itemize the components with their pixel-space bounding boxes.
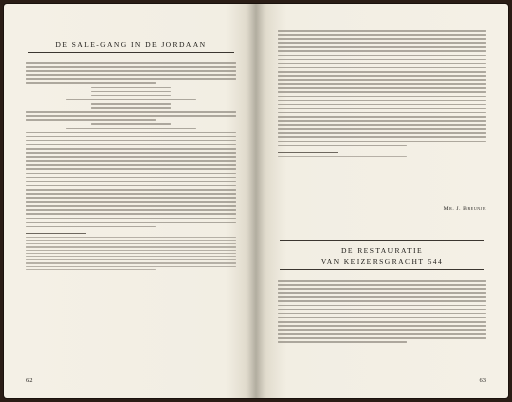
title-rule xyxy=(280,269,484,270)
gutter-shadow xyxy=(256,4,266,398)
right-page xyxy=(256,4,508,398)
gutter-shadow xyxy=(246,4,256,398)
next-article-title-line2: VAN KEIZERSGRACHT 544 xyxy=(320,257,444,266)
article-title: DE SALE-GANG IN DE JORDAAN xyxy=(55,40,207,49)
next-article-title-line1: DE RESTAURATIE xyxy=(340,246,424,255)
book-spread xyxy=(4,4,508,398)
left-page xyxy=(4,4,256,398)
next-article-title-block xyxy=(278,240,486,270)
title-rule xyxy=(280,240,484,241)
left-body-placeholder xyxy=(26,62,236,272)
page-number: 62 xyxy=(26,377,33,384)
article-title-block xyxy=(26,40,236,53)
title-rule xyxy=(28,52,234,53)
right-body-placeholder xyxy=(278,30,486,159)
author-signature: Mr. J. Breunje xyxy=(443,206,486,212)
right-body-placeholder-2 xyxy=(278,280,486,346)
page-number: 63 xyxy=(479,377,486,384)
